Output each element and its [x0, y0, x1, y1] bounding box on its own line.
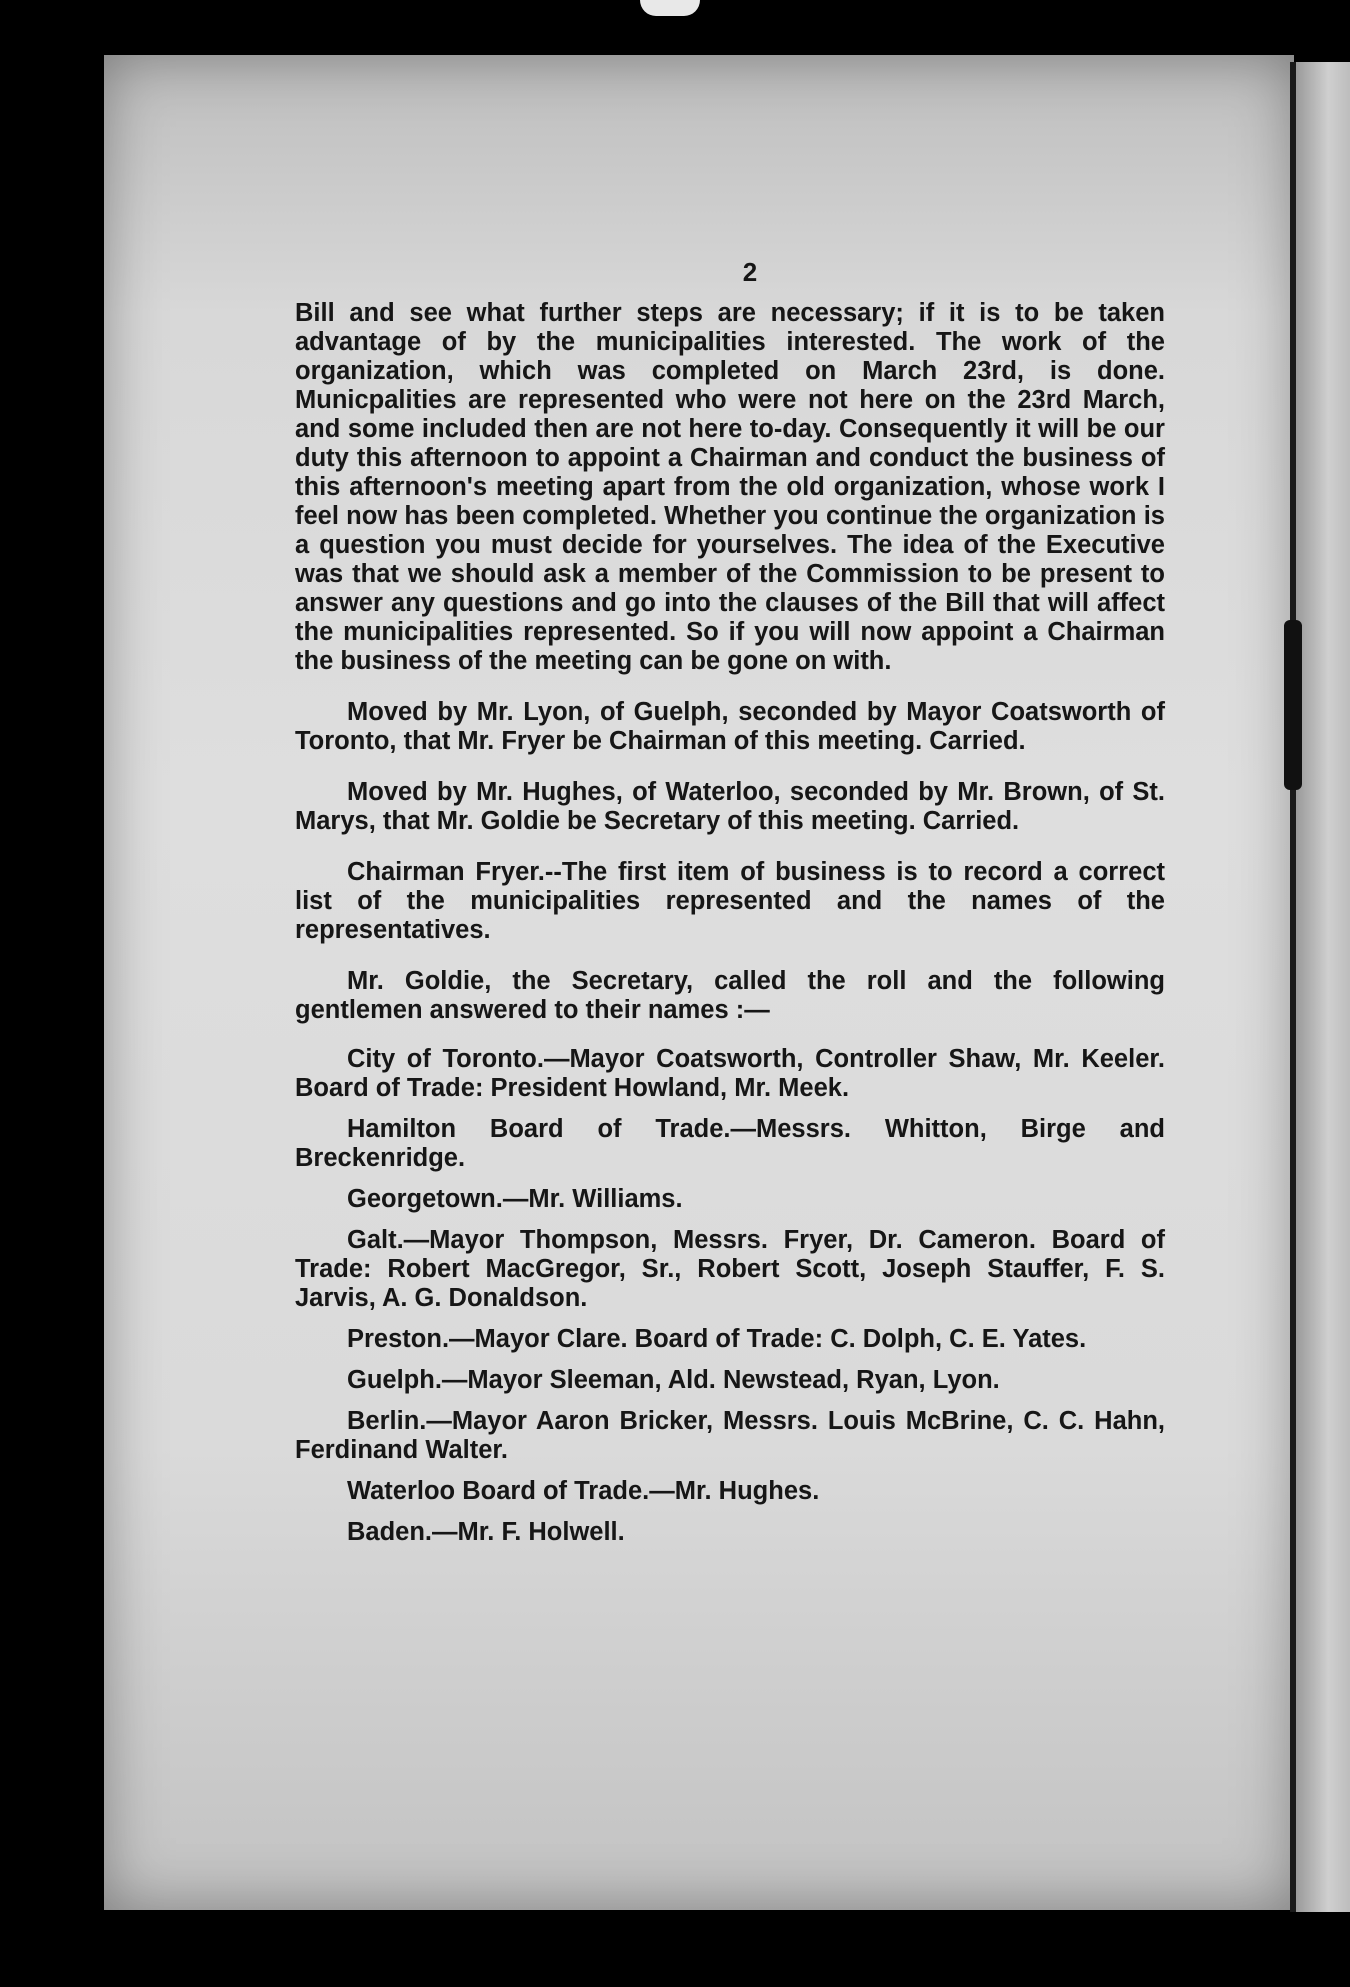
paragraph-chairman-remark: Chairman Fryer.--The first item of business is to record a correct list of the municipalities represented and the names of the representatives.	[295, 858, 1165, 944]
document-body	[295, 258, 1165, 1547]
facing-page-strip	[1296, 62, 1350, 1912]
paragraph-motion-chairman: Moved by Mr. Lyon, of Guelph, seconded by Mayor Coatsworth of Toronto, that Mr. Fryer be Chairman of this meeting. Carried.	[295, 698, 1165, 755]
binding-mark	[1284, 620, 1302, 790]
paragraph-opening: Bill and see what further steps are necessary; if it is to be taken advantage of by the municipalities interested. The work of the organization, which was completed on March 23rd, is done. Municpalities are represented who were not here on the 23rd March, and some included then are not here to-day. Consequently it will be our duty this afternoon to appoint a Chairman and conduct the business of this afternoon's meeting apart from the old organization, whose work I feel now has been completed. Whether you continue the organization is a question you must decide for yourselves. The idea of the Executive was that we should ask a member of the Commission to be present to answer any questions and go into the clauses of the Bill that will affect the municipalities represented. So if you will now appoint a Chairman the business of the meeting can be gone on with.	[295, 299, 1165, 675]
roll-entry: Georgetown.—Mr. Williams.	[347, 1185, 683, 1213]
roll-entry: Baden.—Mr. F. Holwell.	[347, 1518, 625, 1546]
roll-entry: Preston.—Mayor Clare. Board of Trade: C. Dolph, C. E. Yates.	[347, 1325, 1087, 1353]
paragraph-roll-call: Mr. Goldie, the Secretary, called the roll and the following gentlemen answered to their names :—	[295, 967, 1165, 1024]
page-number: 2	[742, 257, 758, 287]
scan-artifact	[640, 0, 700, 16]
roll-entry: Galt.—Mayor Thompson, Messrs. Fryer, Dr. Cameron. Board of Trade: Robert MacGregor, Sr., Robert Scott, Joseph Stauffer, F. S. Jarvis, A. G. Donaldson.	[295, 1226, 1165, 1312]
roll-entry: Guelph.—Mayor Sleeman, Ald. Newstead, Ryan, Lyon.	[347, 1366, 1000, 1394]
roll-entry: Hamilton Board of Trade.—Messrs. Whitton, Birge and Breckenridge.	[295, 1115, 1165, 1172]
roll-entry: City of Toronto.—Mayor Coatsworth, Controller Shaw, Mr. Keeler. Board of Trade: President Howland, Mr. Meek.	[295, 1045, 1165, 1102]
roll-list	[295, 1045, 1165, 1547]
paragraph-motion-secretary: Moved by Mr. Hughes, of Waterloo, seconded by Mr. Brown, of St. Marys, that Mr. Goldie be Secretary of this meeting. Carried.	[295, 778, 1165, 835]
roll-entry: Waterloo Board of Trade.—Mr. Hughes.	[347, 1477, 820, 1505]
roll-entry: Berlin.—Mayor Aaron Bricker, Messrs. Louis McBrine, C. C. Hahn, Ferdinand Walter.	[295, 1407, 1165, 1464]
